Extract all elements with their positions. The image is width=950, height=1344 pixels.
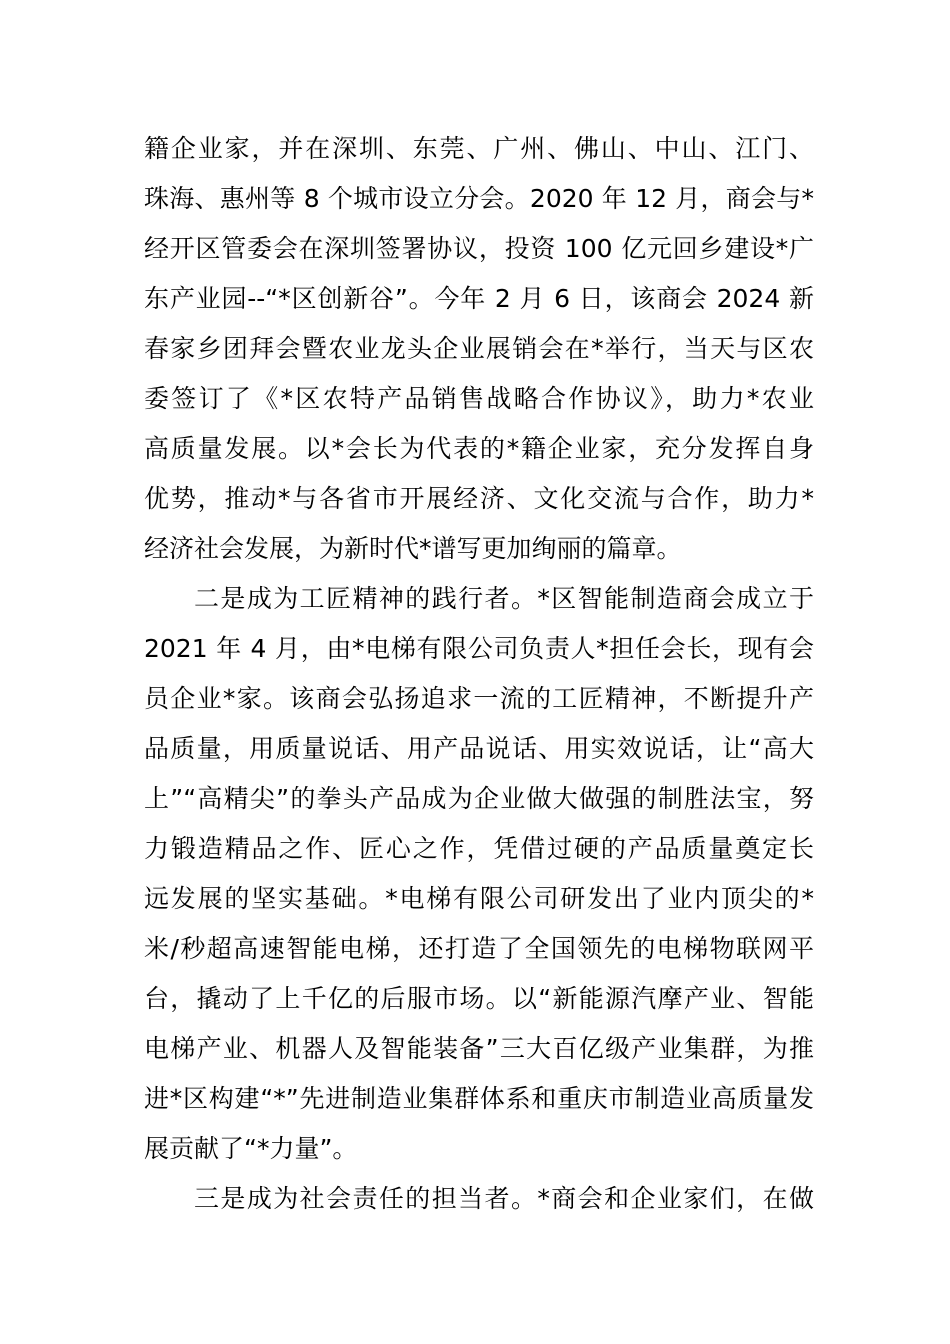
document-body — [144, 124, 814, 1224]
text-line: 珠海、惠州等 8 个城市设立分会。2020 年 12 月，商会与* — [144, 184, 814, 213]
text-line: 进*区构建“*”先进制造业集群体系和重庆市制造业高质量发 — [144, 1084, 814, 1113]
text-line: 委签订了《*区农特产品销售战略合作协议》，助力*农业 — [144, 384, 814, 413]
text-line: 品质量，用质量说话、用产品说话、用实效说话，让“高大 — [144, 734, 814, 763]
text-line: 经济社会发展，为新时代*谱写更加绚丽的篇章。 — [144, 534, 682, 563]
text-line: 远发展的坚实基础。*电梯有限公司研发出了业内顶尖的* — [144, 884, 814, 913]
text-line: 力锻造精品之作、匠心之作，凭借过硬的产品质量奠定长 — [144, 834, 814, 863]
text-line: 台，撬动了上千亿的后服市场。以“新能源汽摩产业、智能 — [144, 984, 814, 1013]
text-line: 东产业园--“*区创新谷”。今年 2 月 6 日，该商会 2024 新 — [144, 284, 814, 313]
text-line: 高质量发展。以*会长为代表的*籍企业家，充分发挥自身 — [144, 434, 814, 463]
text-line: 2021 年 4 月，由*电梯有限公司负责人*担任会长，现有会 — [144, 634, 814, 663]
text-line: 经开区管委会在深圳签署协议，投资 100 亿元回乡建设*广 — [144, 234, 814, 263]
paragraph-start-line: 三是成为社会责任的担当者。*商会和企业家们，在做 — [194, 1184, 814, 1213]
text-line: 电梯产业、机器人及智能装备”三大百亿级产业集群，为推 — [144, 1034, 814, 1063]
text-line: 米/秒超高速智能电梯，还打造了全国领先的电梯物联网平 — [144, 934, 814, 963]
paragraph-start-line: 二是成为工匠精神的践行者。*区智能制造商会成立于 — [194, 584, 814, 613]
text-line: 展贡献了“*力量”。 — [144, 1134, 358, 1163]
text-line: 员企业*家。该商会弘扬追求一流的工匠精神，不断提升产 — [144, 684, 814, 713]
text-line: 春家乡团拜会暨农业龙头企业展销会在*举行，当天与区农 — [144, 334, 814, 363]
text-line: 籍企业家，并在深圳、东莞、广州、佛山、中山、江门、 — [144, 134, 814, 163]
text-line: 上”“高精尖”的拳头产品成为企业做大做强的制胜法宝，努 — [144, 784, 814, 813]
text-line: 优势，推动*与各省市开展经济、文化交流与合作，助力* — [144, 484, 814, 513]
